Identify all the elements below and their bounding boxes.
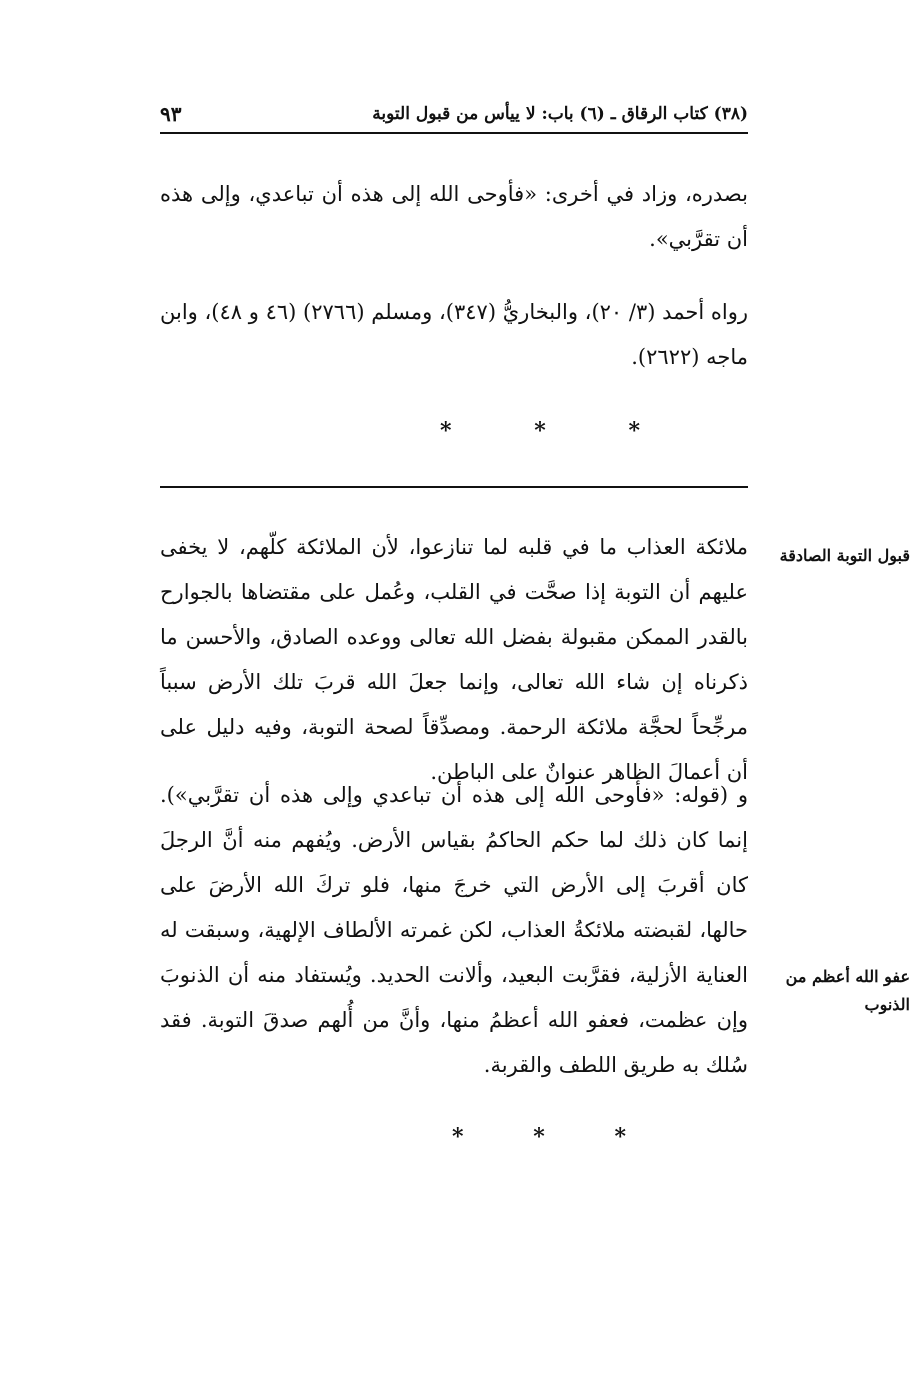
commentary-paragraph: ملائكة العذاب ما في قلبه لما تنازعوا، لأن الملائكة كلّهم، لا يخفى عليهم أن التوبة إذا صحَّت في القلب، وعُمل على مقتضاها بالجوارح بالقدر الممكن مقبولة بفضل الله تعالى ووعده الصادق، والأحسن ما ذكرناه إن شاء الله تعالى، وإنما جعلَ الله قربَ تلك الأرض سبباً مرجِّحاً لحجَّة ملائكة الرحمة. ومصدِّقاً لصحة التوبة، وفيه دليل على أن أعمالَ الظاهر عنوانٌ على الباطن. <box>160 535 748 784</box>
star-glyph: * <box>452 1124 464 1150</box>
hadith-citation-paragraph: رواه أحمد (٣/ ٢٠)، والبخاريُّ (٣٤٧)، ومسلم (٢٧٦٦) (٤٦ و ٤٨)، وابن ماجه (٢٦٢٢). <box>160 300 748 369</box>
star-glyph: * <box>534 418 546 444</box>
star-glyph: * <box>533 1124 545 1150</box>
margin-note: عفو الله أعظم من الذنوب <box>785 967 910 1014</box>
section-separator-stars <box>440 418 640 444</box>
star-glyph: * <box>614 1124 626 1150</box>
star-glyph: * <box>440 418 452 444</box>
hadith-intro-paragraph: بصدره، وزاد في أخرى: «فأوحى الله إلى هذه أن تباعدي، وإلى هذه أن تقرَّبي». <box>160 182 748 251</box>
star-glyph: * <box>628 418 640 444</box>
running-header <box>160 96 748 134</box>
margin-note: قبول التوبة الصادقة <box>779 546 910 565</box>
commentary-paragraph: و (قوله: «فأوحى الله إلى هذه أن تباعدي وإلى هذه أن تقرَّبي»). إنما كان ذلك لما حكم الحاكمُ بقياس الأرض. ويُفهم منه أنَّ الرجلَ كان أقربَ إلى الأرض التي خرجَ منها، فلو تركَ الله الأرضَ على حالها، لقبضته ملائكةُ العذاب، لكن غمرته الألطاف الإلهية، وسبقت له العناية الأزلية، فقرَّبت البعيد، وألانت الحديد. ويُستفاد منه أن الذنوبَ وإن عظمت، فعفو الله أعظمُ منها، وأنَّ من أُلهم صدقَ التوبة. فقد سُلك به طريق اللطف والقربة. <box>160 783 748 1077</box>
running-title: (٣٨) كتاب الرقاق ـ (٦) باب: لا ييأس من قبول التوبة <box>372 104 748 124</box>
end-separator-stars <box>452 1124 626 1150</box>
section-divider-line <box>160 486 748 488</box>
page-number: ٩٣ <box>160 102 182 126</box>
